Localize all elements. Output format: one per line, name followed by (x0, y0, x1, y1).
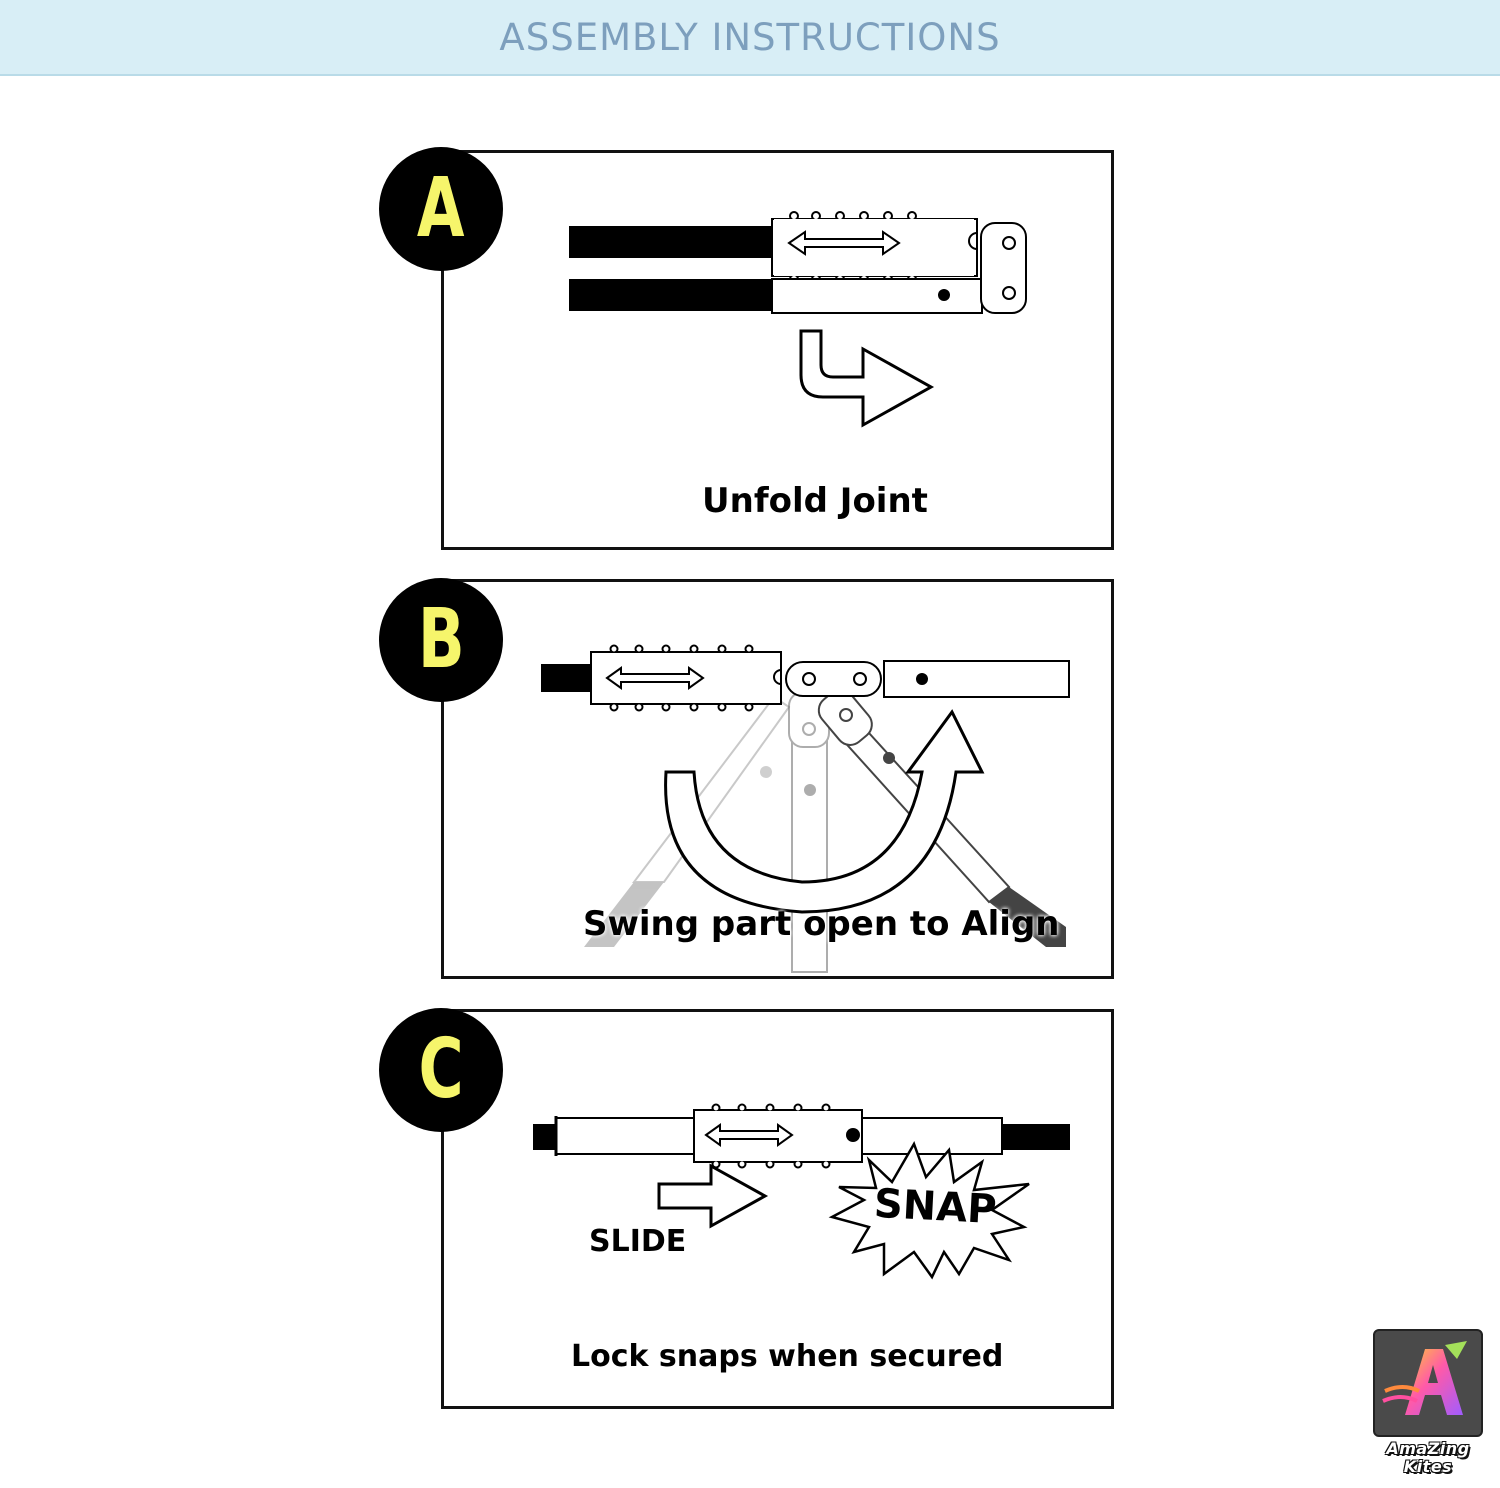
top-hinge (786, 662, 881, 696)
step-b-badge (379, 578, 503, 702)
lock-pin (938, 289, 950, 301)
left-rod (541, 664, 591, 692)
upper-rod (569, 226, 774, 258)
left-tube (556, 1116, 696, 1156)
right-rod-end (1000, 1124, 1070, 1150)
lock-pin (846, 1128, 860, 1142)
step-a-panel (441, 150, 1114, 550)
lower-rod (569, 279, 774, 311)
header-banner (0, 0, 1500, 76)
step-a-letter: A (417, 161, 465, 256)
step-c-letter: C (418, 1022, 464, 1117)
step-c-badge (379, 1008, 503, 1132)
step-b-letter: B (417, 592, 465, 687)
step-b-panel (441, 579, 1114, 979)
step-c-panel (441, 1009, 1114, 1409)
lower-sleeve (772, 279, 982, 313)
slide-label: SLIDE (589, 1224, 687, 1259)
kite-logo-icon (1375, 1331, 1481, 1435)
left-sleeve (591, 646, 781, 711)
unfold-arrow-icon (801, 331, 931, 425)
step-a-caption: Unfold Joint (702, 481, 928, 521)
brand-logo-text (1372, 1440, 1484, 1476)
slide-arrow-icon (659, 1166, 765, 1226)
step-b-caption: Swing part open to Align (583, 904, 1060, 944)
hinge (981, 223, 1026, 313)
left-rod-end (533, 1124, 558, 1150)
brand-line-1: AmaZing (1386, 1439, 1470, 1458)
brand-line-2: Kites (1403, 1457, 1453, 1476)
page-title: ASSEMBLY INSTRUCTIONS (499, 15, 1001, 59)
right-tube (862, 1118, 1002, 1154)
upper-sleeve (772, 212, 977, 283)
right-tube (884, 661, 1069, 697)
step-a-badge (379, 147, 503, 271)
snap-label: SNAP (872, 1180, 998, 1234)
brand-logo-tile (1373, 1329, 1483, 1437)
step-c-caption: Lock snaps when secured (571, 1339, 1004, 1374)
locking-sleeve (694, 1105, 862, 1168)
lock-pin (916, 673, 928, 685)
